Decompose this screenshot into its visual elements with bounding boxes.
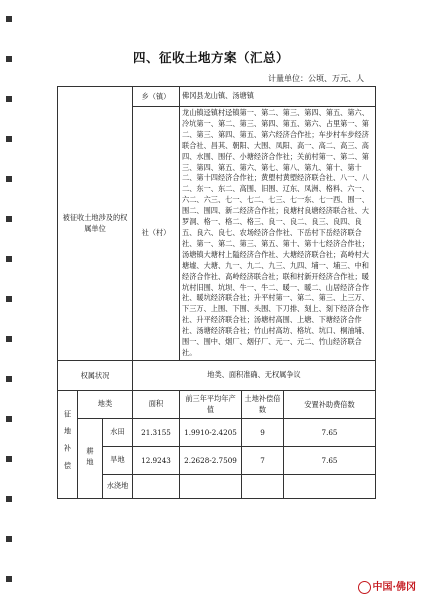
header-area: 面积 [133,390,180,418]
binding-hole [6,136,12,142]
township-label: 乡（镇） [133,87,180,107]
land-type-cell: 旱地 [103,446,133,474]
binding-hole [6,176,12,182]
watermark [358,578,416,594]
avg-value-cell [180,474,242,498]
binding-hole [6,376,12,382]
area-cell: 12.9243 [133,446,180,474]
comp-side-label [58,390,78,498]
resettle-mult-cell: 7.65 [284,418,376,446]
avg-value-cell: 2.2628-2.7509 [180,446,242,474]
group-label [78,418,103,498]
seal-icon [358,581,371,594]
ownership-label: 权属状况 [58,360,133,390]
binding-hole [6,456,12,462]
area-cell: 21.3155 [133,418,180,446]
header-avg-value: 前三年平均年产值 [180,390,242,418]
binding-hole [6,416,12,422]
comp-header-row [58,390,376,418]
table-row [58,474,376,498]
table-row [58,418,376,446]
ownership-value: 地类、面积准确、无权属争议 [133,360,376,390]
binding-hole [6,296,12,302]
land-acquisition-table [57,86,376,499]
binding-hole [6,96,12,102]
binding-hole [6,16,12,22]
resettle-mult-cell [284,474,376,498]
watermark-text: 中国·佛冈 [372,582,416,593]
table-row [58,446,376,474]
header-land-multiple: 土地补偿倍数 [242,390,284,418]
binding-hole [6,216,12,222]
binding-hole [6,496,12,502]
township-value: 佛冈县龙山镇、汤塘镇 [180,87,376,107]
resettle-mult-cell: 7.65 [284,446,376,474]
binding-hole [6,256,12,262]
land-mult-cell: 7 [242,446,284,474]
land-mult-cell: 9 [242,418,284,446]
land-mult-cell [242,474,284,498]
page-title: 四、征收土地方案（汇总） [132,50,289,65]
unit-line: 计量单位：公顷、万元、人 [268,74,364,83]
comp-side-text: 征地补偿 [63,409,73,479]
land-type-cell: 水田 [103,418,133,446]
village-value: 龙山镇迳镇村迳镇第一、第二、第三、第四、第五、第六、冷坑第一、第二、第三、第四、第五、第六、占里第一、第二、第三、第四、第五、第六经济合作社；车步村车步经济联合社、昌其、朝阳、大围、凤阳、高一、高二、高三、高四、水围、围仔、小塘经济合作社；关前村第一、第二、第三、第四、第五、第六、第七、第八、第九、第十、第十二、第十四经济合作社；黄塱村黄塱经济联合社、八一、八二、东一、东二、高围、旧围、辽东、凤洲、格料、六一、六二、六三、七一、七二、七三、七一东、七一西、围一、围二、围四、新二经济合作社；良塘村良塘经济联合社、大罗洞、格一、格二、格三、良一、良二、良三、良四、良五、良六、良七、农场经济合作社、下岳村下岳经济联合社、第一、第二、第三、第五、第十、第十七经济合作社；汤塘镇大塘村上隘经济合作社、大塘经济联合社；高岭村大塘墟、大塘、九一、九二、九三、九四、埔一、埔三、中和经济合作社、高岭经济联合社；联和村新开经济合作社；暖坑村旧围、坑坝、牛一、牛二、暖一、暖二、山居经济合作社、暖坑经济联合社；升平村第一、第二、第三、上三万、下三万、上围、下围、头围、下刀排、刻上、刻下经济合作社、升平经济联合社；汤塘村高围、上塘、下塘经济合作社、汤塘经济联合社；竹山村高坊、格坑、坑口、桐油埔、围一、围中、烟厂、烟仔厂、元一、元二、竹山经济联合社。 [180,107,376,361]
group-text: 耕地 [86,447,95,470]
village-label: 社（村） [133,107,180,361]
area-cell [133,474,180,498]
owner-main-label: 被征收土地涉及的权属单位 [58,87,133,361]
township-row [58,87,376,107]
binding-hole [6,536,12,542]
binding-hole [6,336,12,342]
ownership-row [58,360,376,390]
binding-hole [6,576,12,582]
binding-margin [0,0,18,600]
avg-value-cell: 1.9910-2.4205 [180,418,242,446]
header-land-type: 地类 [78,390,133,418]
land-type-cell: 水浇地 [103,474,133,498]
header-resettle-multiple: 安置补助费倍数 [284,390,376,418]
